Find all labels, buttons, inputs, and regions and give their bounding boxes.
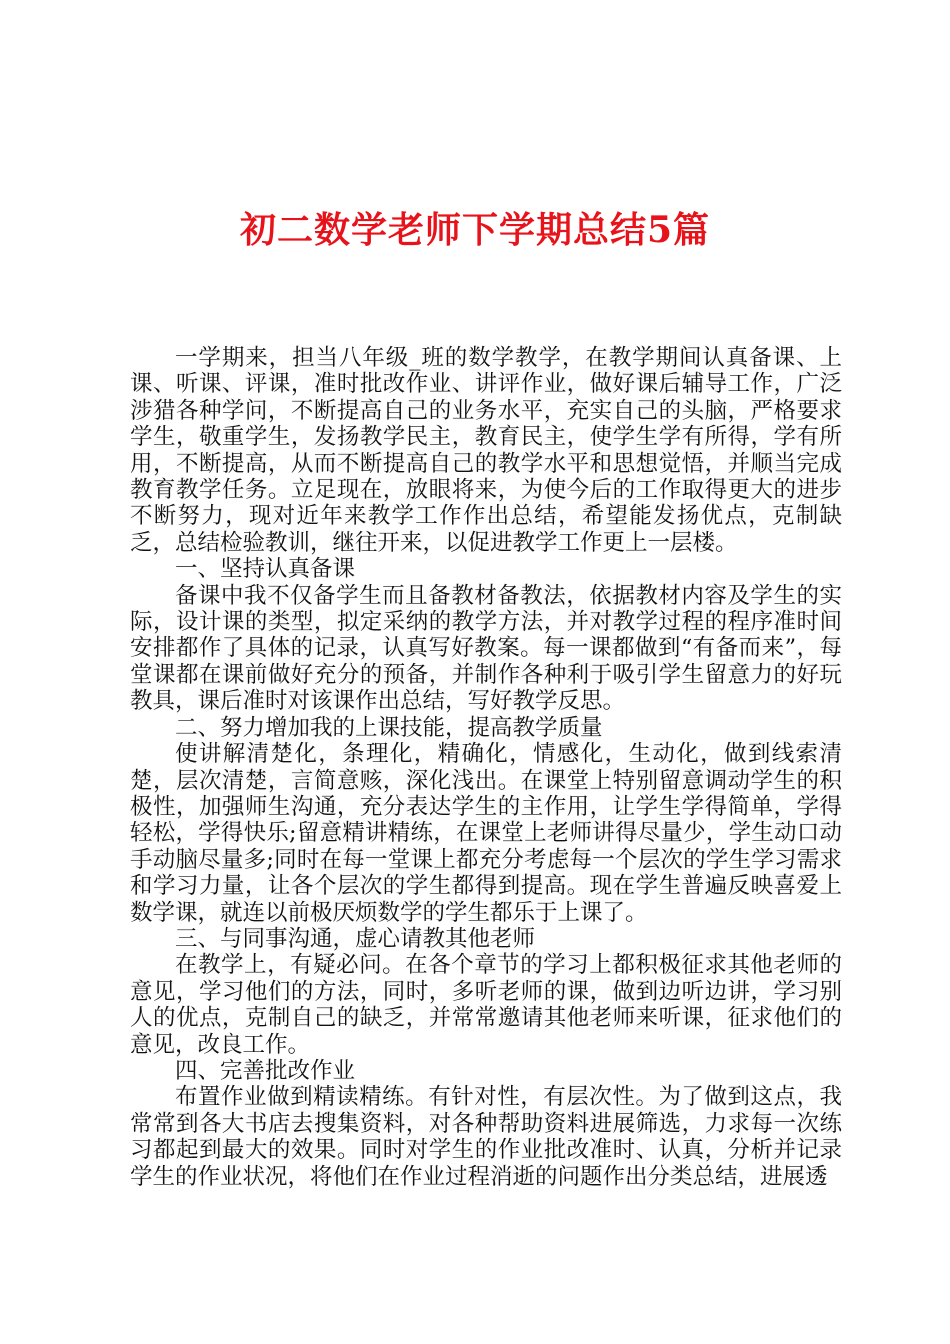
section-heading-4: 四、完善批改作业	[175, 1057, 356, 1084]
paragraph-section-2: 使讲解清楚化，条理化，精确化，情感化，生动化，做到线索清楚，层次清楚，言简意赅，深化浅出。在课堂上特别留意调动学生的积极性，加强师生沟通，充分表达学生的主作用，让学生学得简单，学得轻松，学得快乐;留意精讲精练，在课堂上老师讲得尽量少，学生动口动手动脑尽量多;同时在每一堂课上都充分考虑每一个层次的学生学习需求和学习力量，让各个层次的学生都得到提高。现在学生普遍反映喜爱上数学课，就连以前极厌烦数学的学生都乐于上课了。	[130, 741, 842, 926]
document-body	[130, 345, 842, 1190]
paragraph-section-1: 备课中我不仅备学生而且备教材备教法，依据教材内容及学生的实际，设计课的类型，拟定采纳的教学方法，并对教学过程的程序准时间安排都作了具体的记录，认真写好教案。每一课都做到“有备而来”，每堂课都在课前做好充分的预备，并制作各种利于吸引学生留意力的好玩教具，课后准时对该课作出总结，写好教学反思。	[130, 582, 842, 715]
paragraph-section-3: 在教学上，有疑必问。在各个章节的学习上都积极征求其他老师的意见，学习他们的方法，同时，多听老师的课，做到边听边讲，学习别人的优点，克制自己的缺乏，并常常邀请其他老师来听课，征求他们的意见，改良工作。	[130, 952, 842, 1058]
paragraph-section-4: 布置作业做到精读精练。有针对性，有层次性。为了做到这点，我常常到各大书店去搜集资料，对各种帮助资料进展筛选，力求每一次练习都起到最大的效果。同时对学生的作业批改准时、认真，分析并记录学生的作业状况，将他们在作业过程消逝的问题作出分类总结，进展透	[130, 1084, 842, 1190]
document-title: 初二数学老师下学期总结5篇	[239, 209, 711, 251]
section-heading-1: 一、坚持认真备课	[175, 556, 356, 583]
section-heading-3: 三、与同事沟通，虚心请教其他老师	[175, 925, 536, 952]
paragraph-intro: 一学期来，担当八年级_班的数学教学，在教学期间认真备课、上课、听课、评课，准时批改作业、讲评作业，做好课后辅导工作，广泛涉猎各种学问，不断提高自己的业务水平，充实自己的头脑，严格要求学生，敬重学生，发扬教学民主，教育民主，使学生学有所得，学有所用，不断提高，从而不断提高自己的教学水平和思想觉悟，并顺当完成教育教学任务。立足现在，放眼将来，为使今后的工作取得更大的进步不断努力，现对近年来教学工作作出总结，希望能发扬优点，克制缺乏，总结检验教训，继往开来，以促进教学工作更上一层楼。	[130, 345, 842, 556]
section-heading-2: 二、努力增加我的上课技能，提高教学质量	[175, 714, 603, 741]
